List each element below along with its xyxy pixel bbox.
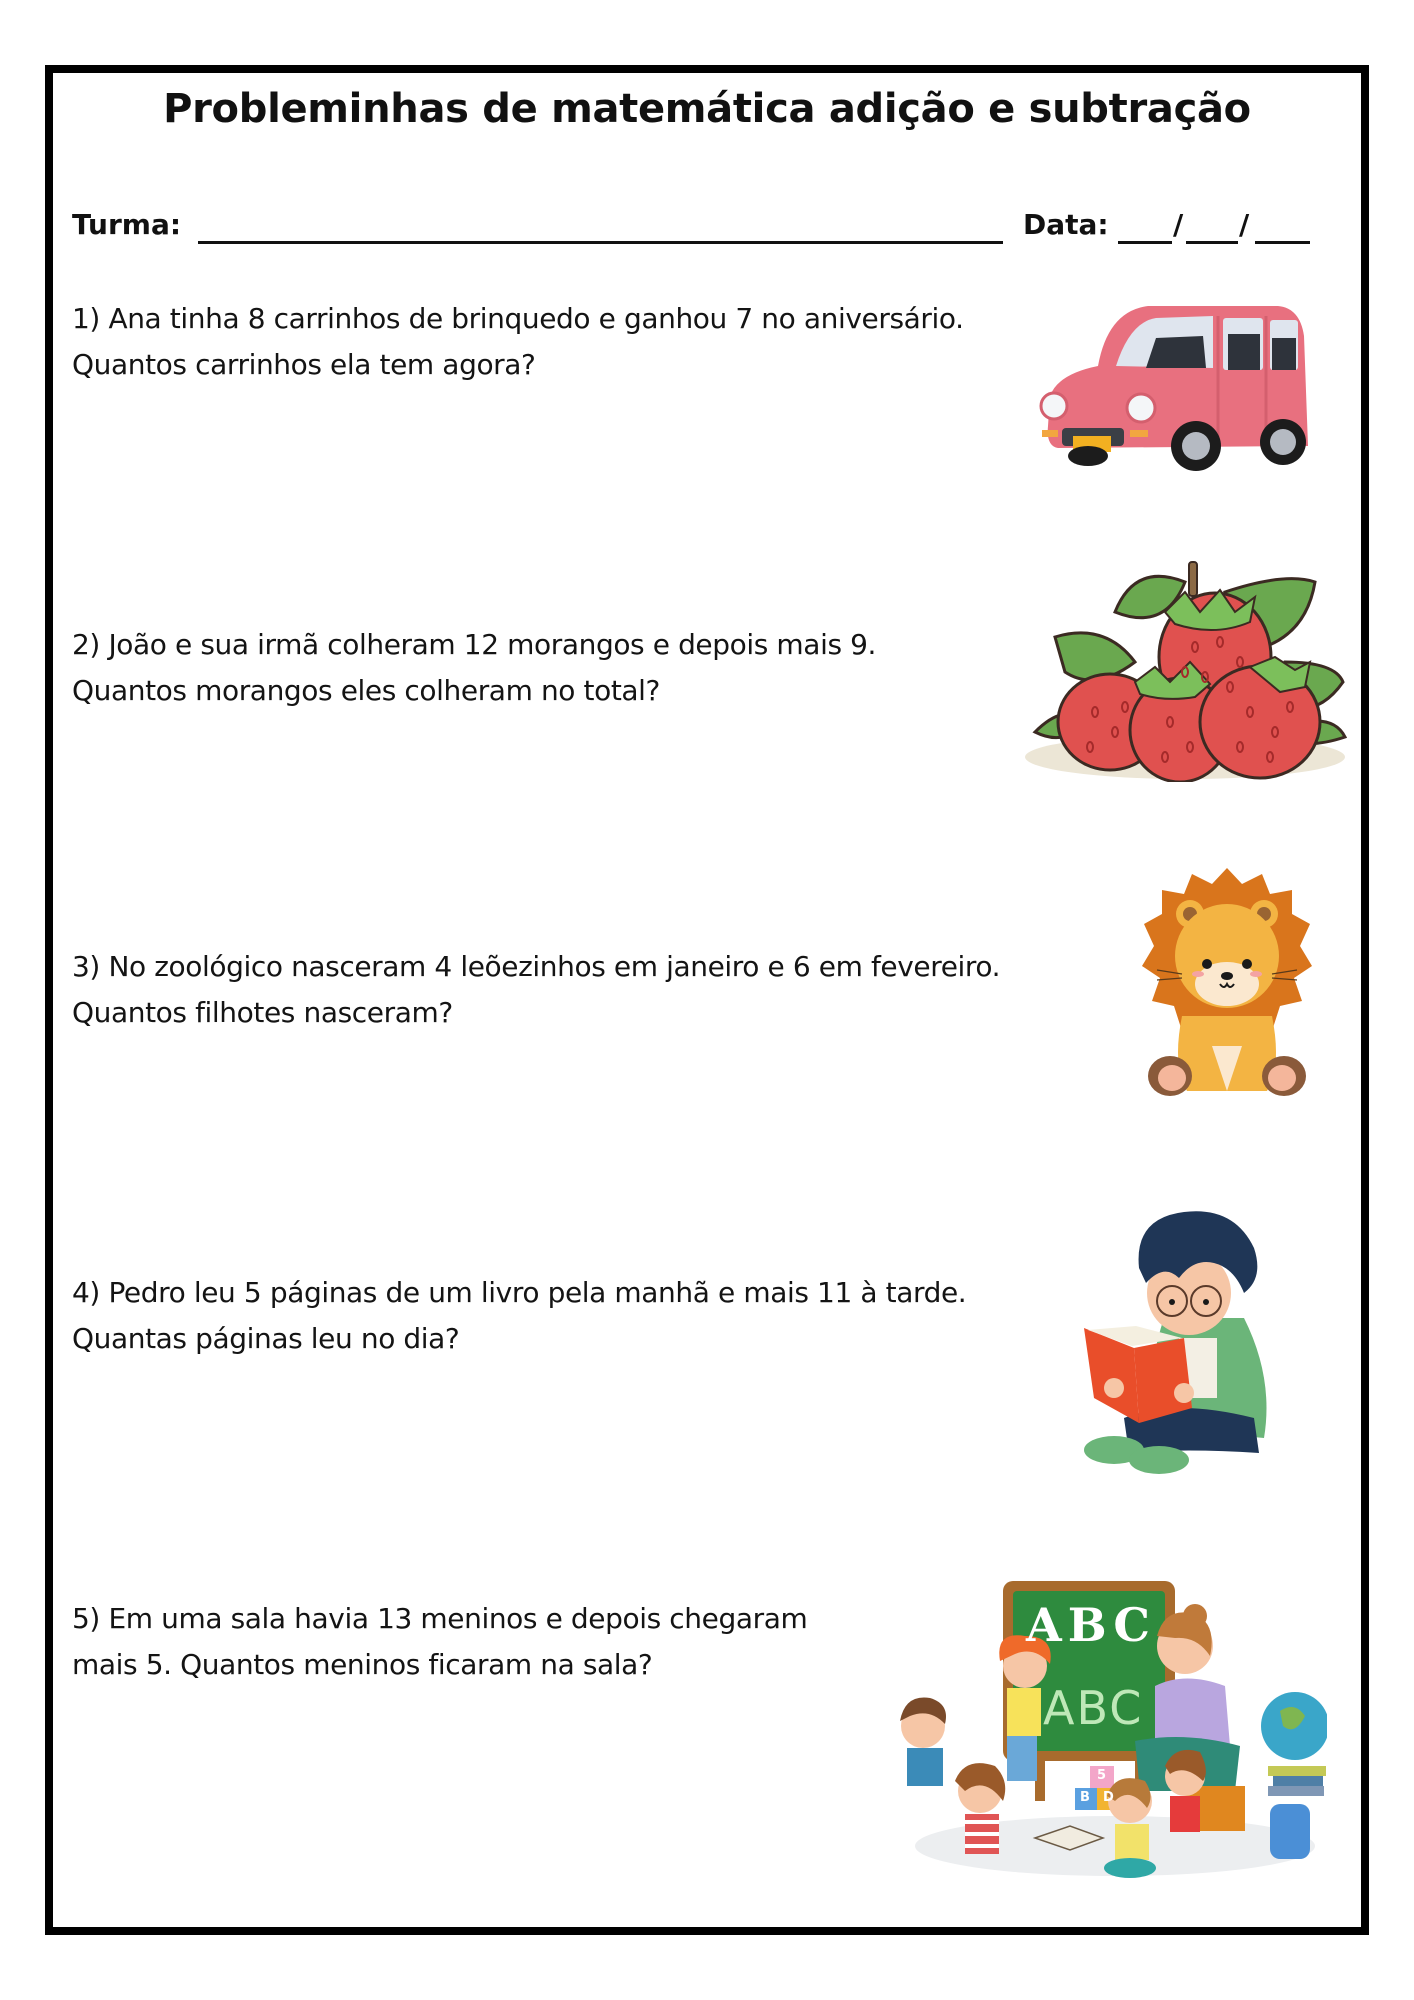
date-label: Data:: [1023, 208, 1109, 241]
board-chalk-letters: ABC: [1043, 1681, 1144, 1735]
worksheet-title: Probleminhas de matemática adição e subtração: [163, 86, 1251, 132]
block-letter-d: D: [1103, 1790, 1114, 1805]
problem-2: [72, 622, 876, 714]
problem-3: [72, 944, 1000, 1036]
classroom-icon: [885, 1576, 1327, 1892]
class-label: Turma:: [72, 208, 182, 241]
block-number-5: 5: [1097, 1768, 1107, 1783]
problem-1-line-1: 1) Ana tinha 8 carrinhos de brinquedo e ganhou 7 no aniversário.: [72, 302, 964, 335]
strawberries-icon: [1025, 552, 1347, 782]
problem-3-line-2: Quantos filhotes nasceram?: [72, 996, 453, 1029]
problem-5-line-1: 5) Em uma sala havia 13 meninos e depois chegaram: [72, 1602, 808, 1635]
problem-2-line-1: 2) João e sua irmã colheram 12 morangos e depois mais 9.: [72, 628, 877, 661]
date-day-blank[interactable]: [1118, 241, 1172, 244]
class-blank-line[interactable]: [198, 241, 1003, 244]
board-big-letters: ABC: [1026, 1598, 1157, 1652]
problem-4: [72, 1270, 966, 1362]
problem-4-line-1: 4) Pedro leu 5 páginas de um livro pela manhã e mais 11 à tarde.: [72, 1276, 967, 1309]
block-letter-b: B: [1080, 1790, 1090, 1805]
pink-car-icon: [1038, 296, 1310, 472]
problem-1-line-2: Quantos carrinhos ela tem agora?: [72, 348, 536, 381]
date-month-blank[interactable]: [1186, 241, 1238, 244]
lion-cub-icon: [1142, 866, 1312, 1102]
problem-5-line-2: mais 5. Quantos meninos ficaram na sala?: [72, 1648, 653, 1681]
problem-3-line-1: 3) No zoológico nasceram 4 leõezinhos em janeiro e 6 em fevereiro.: [72, 950, 1001, 983]
worksheet-header: [72, 205, 1312, 245]
boy-reading-icon: [1084, 1198, 1294, 1478]
problem-2-line-2: Quantos morangos eles colheram no total?: [72, 674, 661, 707]
problem-4-line-2: Quantas páginas leu no dia?: [72, 1322, 460, 1355]
problem-5: [72, 1596, 807, 1688]
date-separator: /: [1239, 208, 1250, 241]
date-year-blank[interactable]: [1255, 241, 1310, 244]
date-separator: /: [1173, 208, 1184, 241]
problem-1: [72, 296, 964, 388]
